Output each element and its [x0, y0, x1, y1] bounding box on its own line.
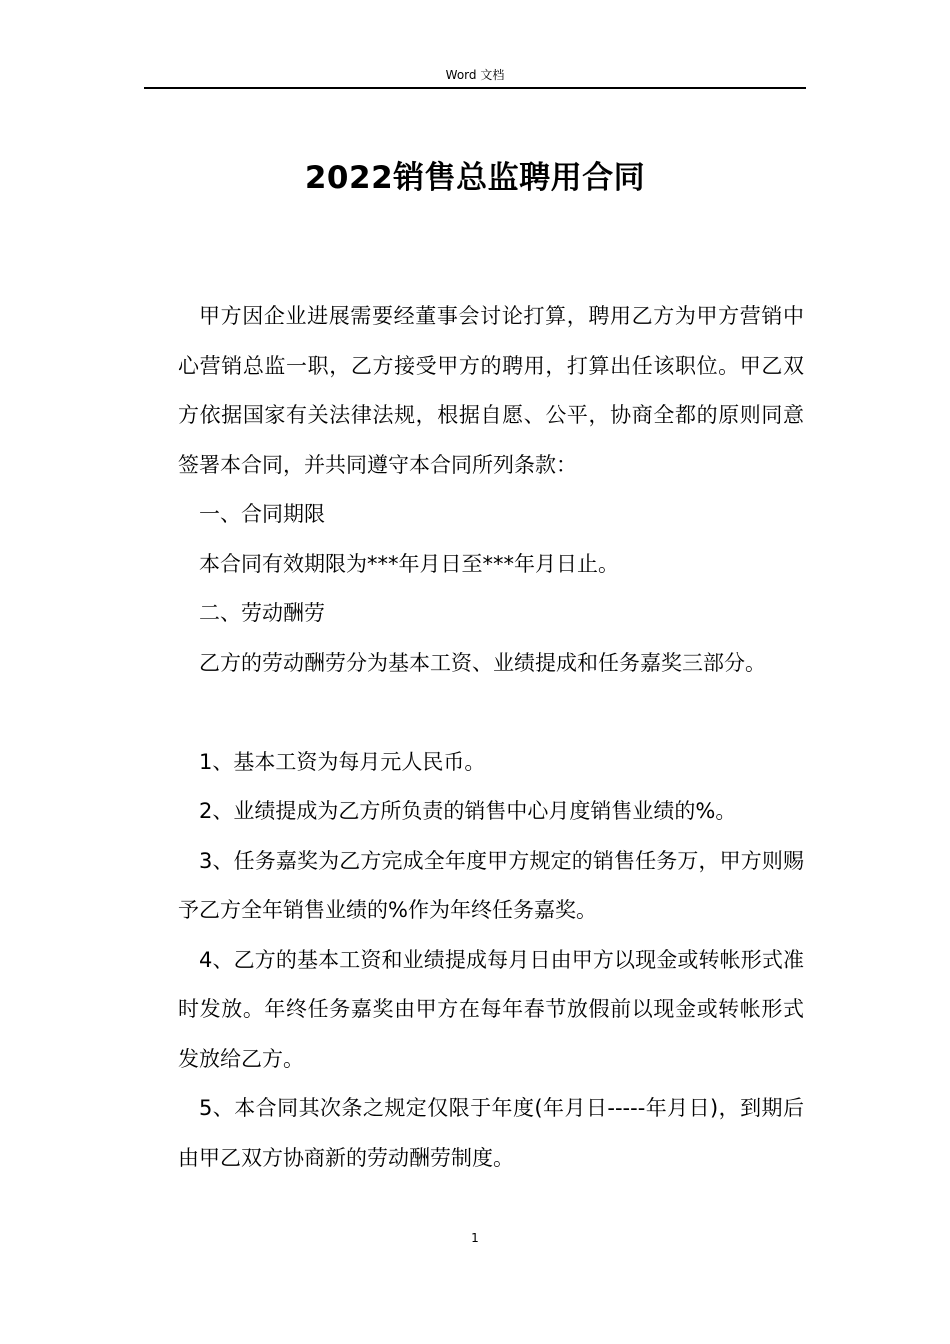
page-number: 1 [471, 1231, 479, 1245]
document-body [178, 292, 804, 1183]
clause-2: 2、业绩提成为乙方所负责的销售中心月度销售业绩的%。 [199, 799, 737, 823]
term-paragraph: 本合同有效期限为***年月日至***年月日止。 [199, 551, 619, 576]
section-heading-term: 一、合同期限 [199, 502, 325, 526]
clause-3: 3、任务嘉奖为乙方完成全年度甲方规定的销售任务万，甲方则赐予乙方全年销售业绩的%作为年终任务嘉奖。 [178, 848, 804, 922]
clause-1: 1、基本工资为每月元人民币。 [199, 749, 486, 774]
page-header-label: Word 文档 [445, 68, 505, 82]
clause-4: 4、乙方的基本工资和业绩提成每月日由甲方以现金或转帐形式准时发放。年终任务嘉奖由甲方在每年春节放假前以现金或转帐形式发放给乙方。 [178, 947, 804, 1071]
intro-paragraph: 甲方因企业进展需要经董事会讨论打算，聘用乙方为甲方营销中心营销总监一职，乙方接受甲方的聘用，打算出任该职位。甲乙双方依据国家有关法律法规，根据自愿、公平，协商全都的原则同意签署本合同，并共同遵守本合同所列条款： [178, 304, 804, 477]
header-divider [144, 87, 806, 89]
blank-line [178, 688, 804, 738]
document-title: 2022销售总监聘用合同 [304, 160, 646, 196]
section-heading-compensation: 二、劳动酬劳 [199, 601, 325, 625]
clause-5: 5、本合同其次条之规定仅限于年度(年月日-----年月日)，到期后由甲乙双方协商新的劳动酬劳制度。 [178, 1096, 804, 1170]
compensation-paragraph: 乙方的劳动酬劳分为基本工资、业绩提成和任务嘉奖三部分。 [199, 650, 766, 675]
